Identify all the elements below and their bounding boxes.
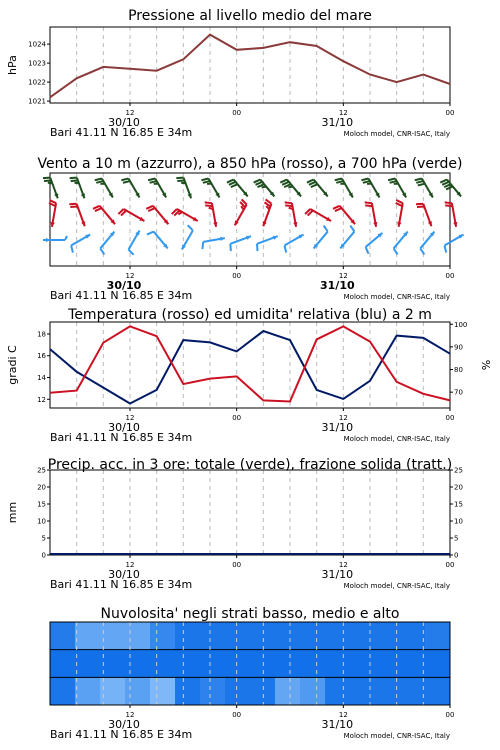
wind-feather (420, 248, 424, 254)
wind-head (81, 221, 85, 226)
x-tick-label: 12 (338, 561, 348, 569)
x-tick-label: 12 (125, 109, 135, 117)
wind-barb (285, 202, 298, 226)
wind-barb (420, 232, 434, 255)
wind-feather (205, 205, 212, 206)
chart-title: Vento a 10 m (azzurro), a 850 hPa (rosso), a 700 hPa (verde) (37, 156, 463, 172)
wind-feather (201, 178, 208, 180)
cloud-cell (275, 677, 301, 705)
y-tick-label-right: 100 (454, 320, 468, 329)
cloud-cell (300, 650, 326, 678)
cloud-cell (425, 677, 451, 705)
y-tick-label: 1022 (28, 78, 46, 87)
y-tick-label: 1023 (28, 59, 46, 68)
y-tick-label-right: 25 (454, 466, 463, 475)
day-label: 30/10 (106, 279, 142, 292)
cloud-cell (225, 622, 251, 650)
plot-frame (50, 322, 450, 408)
cloud-cell (275, 650, 301, 678)
wind-barb (365, 202, 378, 226)
y-tick-label: 14 (37, 374, 46, 383)
wind-head (273, 236, 278, 240)
wind-feather (444, 246, 446, 253)
location-label: Bari 41.11 N 16.85 E 34m (50, 431, 193, 444)
wind-feather (209, 208, 213, 209)
wind-barb (69, 204, 85, 227)
x-tick-label: 00 (232, 711, 242, 719)
cloud-cell (100, 622, 126, 650)
model-credit: Moloch model, CNR-ISAC, Italy (343, 732, 450, 740)
cloud-cell (250, 650, 276, 678)
cloud-cell (175, 677, 201, 705)
cloud-cell (150, 677, 176, 705)
wind-feather (289, 208, 293, 209)
y-tick-label-right: 90 (454, 343, 463, 352)
wind-feather (361, 178, 368, 180)
wind-barb (333, 206, 355, 224)
cloud-cell (75, 622, 101, 650)
cloud-cell (125, 650, 151, 678)
cloud-cell (350, 622, 376, 650)
y-tick-label: 12 (37, 395, 46, 404)
wind-barb (314, 226, 328, 249)
wind-barb (230, 236, 251, 251)
wind-barb (388, 178, 406, 197)
x-tick-label: 00 (232, 272, 242, 280)
wind-feather (262, 186, 266, 187)
day-label: 31/10 (320, 279, 355, 292)
cloud-cell (400, 622, 426, 650)
cloud-cell (50, 677, 76, 705)
location-label: Bari 41.11 N 16.85 E 34m (50, 126, 193, 139)
wind-barb (71, 235, 90, 253)
y-axis-label: gradi C (6, 345, 19, 385)
wind-feather (100, 248, 104, 254)
day-label: 30/10 (108, 718, 140, 731)
cloud-cell (200, 650, 226, 678)
cloud-cell (300, 677, 326, 705)
cloud-cell (425, 650, 451, 678)
wind-feather (365, 205, 372, 206)
y-tick-label: 16 (37, 352, 46, 361)
wind-barb (146, 206, 168, 224)
wind-barb (284, 235, 303, 253)
cloud-cell (125, 622, 151, 650)
wind-barb (340, 226, 354, 249)
wind-barb (263, 199, 272, 226)
plot-frame (50, 27, 450, 103)
x-tick-label: 12 (125, 414, 135, 422)
chart-title: Pressione al livello medio del mare (128, 8, 372, 24)
cloud-cell (175, 650, 201, 678)
wind-feather (70, 178, 77, 179)
cloud-cell (325, 622, 351, 650)
wind-barb (335, 178, 353, 197)
wind-feather (445, 205, 452, 206)
wind-feather (202, 242, 203, 249)
wind-feather (350, 226, 354, 232)
humidity-line (50, 331, 450, 403)
wind-barb (366, 233, 383, 254)
wind-feather (69, 204, 76, 205)
wind-feather (363, 181, 370, 183)
wind-barb (307, 180, 328, 197)
wind-barb (254, 180, 275, 197)
y-tick-label: 20 (37, 483, 46, 492)
x-tick-label: 12 (338, 109, 348, 117)
wind-feather (203, 181, 210, 183)
wind-feather (96, 181, 103, 183)
wind-feather (366, 247, 369, 254)
y-tick-label: 1021 (28, 97, 46, 106)
wind-barb (235, 199, 247, 225)
wind-feather (336, 181, 343, 183)
x-tick-label: 00 (232, 109, 242, 117)
day-label: 30/10 (108, 568, 140, 581)
model-credit: Moloch model, CNR-ISAC, Italy (343, 130, 450, 138)
wind-barb (227, 180, 248, 197)
wind-feather (177, 180, 184, 181)
wind-barb (305, 209, 331, 221)
cloud-cell (200, 677, 226, 705)
wind-feather (415, 178, 422, 180)
wind-feather (43, 178, 50, 179)
cloud-cell (350, 677, 376, 705)
wind-barb (416, 204, 432, 227)
x-tick-label: 00 (445, 272, 455, 280)
chart-title: Precip. acc. in 3 ore: totale (verde), frazione solida (tratt.) (47, 457, 453, 473)
wind-barb (70, 178, 85, 199)
y-tick-label-right: 5 (454, 534, 459, 543)
wind-feather (416, 204, 423, 205)
wind-feather (324, 226, 328, 232)
cloud-cell (225, 677, 251, 705)
cloud-cell (75, 650, 101, 678)
temperature-line (50, 326, 450, 401)
cloud-cell (75, 677, 101, 705)
wind-feather (388, 178, 395, 180)
cloud-cell (325, 677, 351, 705)
wind-feather (181, 183, 185, 184)
location-label: Bari 41.11 N 16.85 E 34m (50, 728, 193, 741)
wind-barb (43, 178, 58, 199)
wind-feather (417, 207, 424, 208)
wind-head (54, 193, 58, 198)
x-tick-label: 12 (338, 272, 348, 280)
pressure-line (50, 35, 450, 98)
wind-barb (93, 206, 115, 224)
y-tick-label-right: 10 (454, 517, 463, 526)
y-tick-label: 25 (37, 466, 46, 475)
cloud-cell (150, 622, 176, 650)
cloud-cell (300, 622, 326, 650)
wind-barb (361, 178, 379, 197)
wind-barb (43, 236, 67, 242)
wind-barb (444, 235, 463, 253)
wind-feather (365, 202, 372, 203)
wind-barb (148, 178, 166, 197)
wind-head (43, 238, 48, 242)
day-label: 30/10 (108, 421, 140, 434)
wind-feather (394, 248, 398, 254)
y-tick-label-right: 0 (454, 551, 459, 560)
cloud-cell (325, 650, 351, 678)
wind-feather (48, 183, 52, 184)
wind-feather (95, 178, 102, 180)
wind-barb (172, 209, 198, 221)
x-tick-label: 12 (125, 272, 135, 280)
wind-barb (118, 209, 144, 221)
wind-feather (121, 178, 128, 180)
cloud-cell (400, 677, 426, 705)
cloud-cell (50, 650, 76, 678)
wind-barb (445, 202, 458, 226)
chart-title: Temperatura (rosso) ed umidita' relativa (blu) a 2 m (68, 307, 432, 323)
wind-barb (394, 232, 408, 255)
wind-feather (416, 181, 423, 183)
x-tick-label: 12 (338, 711, 348, 719)
wind-feather (75, 183, 79, 184)
wind-barb (440, 180, 461, 197)
y-tick-label: 15 (37, 500, 46, 509)
y-axis-label-right: % (480, 359, 493, 371)
y-axis-label: mm (6, 501, 19, 524)
wind-feather (418, 184, 425, 186)
x-tick-label: 12 (125, 561, 135, 569)
plot-frame (50, 470, 450, 555)
cloud-cell (400, 650, 426, 678)
wind-feather (71, 246, 73, 253)
wind-barb (415, 178, 433, 197)
wind-feather (70, 207, 77, 208)
wind-feather (285, 202, 292, 203)
wind-feather (176, 178, 183, 179)
wind-feather (390, 181, 397, 183)
cloud-cell (350, 650, 376, 678)
wind-feather (257, 244, 258, 251)
day-label: 31/10 (321, 568, 354, 581)
location-label: Bari 41.11 N 16.85 E 34m (50, 289, 193, 302)
cloud-cell (175, 622, 201, 650)
day-label: 31/10 (321, 718, 354, 731)
cloud-cell (225, 650, 251, 678)
y-tick-label-right: 20 (454, 483, 463, 492)
day-label: 30/10 (108, 116, 140, 129)
cloud-cell (250, 622, 276, 650)
y-tick-label-right: 15 (454, 500, 463, 509)
wind-head (428, 221, 432, 226)
x-tick-label: 12 (338, 414, 348, 422)
wind-feather (288, 186, 292, 187)
cloud-cell (375, 622, 401, 650)
wind-barb (95, 178, 113, 197)
y-tick-label: 5 (41, 534, 46, 543)
wind-feather (445, 202, 452, 203)
cloud-cell (275, 622, 301, 650)
cloud-cell (200, 622, 226, 650)
y-tick-label: 0 (41, 551, 46, 560)
wind-barb (257, 236, 278, 251)
y-tick-label: 1024 (28, 40, 46, 49)
wind-barb (201, 178, 219, 197)
cloud-cell (125, 677, 151, 705)
wind-feather (150, 181, 157, 183)
wind-feather (71, 180, 78, 181)
wind-feather (205, 202, 212, 203)
cloud-cell (150, 650, 176, 678)
wind-feather (335, 178, 342, 180)
cloud-cell (50, 622, 76, 650)
wind-feather (44, 180, 51, 181)
x-tick-label: 00 (445, 109, 455, 117)
wind-barb (176, 178, 191, 199)
wind-feather (188, 225, 193, 230)
wind-feather (284, 246, 286, 253)
wind-head (246, 236, 251, 240)
location-label: Bari 41.11 N 16.85 E 34m (50, 578, 193, 591)
wind-barb (147, 232, 168, 249)
wind-barb (121, 178, 139, 197)
wind-feather (123, 181, 130, 183)
wind-head (81, 193, 85, 198)
chart-title: Nuvolosita' negli strati basso, medio e alto (100, 606, 400, 622)
y-tick-label: 18 (37, 330, 46, 339)
model-credit: Moloch model, CNR-ISAC, Italy (343, 582, 450, 590)
day-label: 31/10 (321, 116, 354, 129)
x-tick-label: 12 (125, 711, 135, 719)
wind-barb (100, 232, 114, 255)
wind-feather (129, 250, 134, 255)
wind-head (263, 221, 267, 226)
wind-feather (147, 232, 154, 235)
cloud-cell (425, 622, 451, 650)
day-label: 31/10 (321, 421, 354, 434)
cloud-cell (250, 677, 276, 705)
wind-head (188, 193, 192, 198)
wind-barb (129, 230, 140, 254)
wind-feather (230, 244, 231, 251)
x-tick-label: 00 (445, 414, 455, 422)
y-axis-label: hPa (6, 55, 19, 75)
model-credit: Moloch model, CNR-ISAC, Italy (343, 293, 450, 301)
y-tick-label-right: 70 (454, 388, 463, 397)
x-tick-label: 00 (232, 561, 242, 569)
x-tick-label: 00 (445, 711, 455, 719)
wind-feather (148, 178, 155, 180)
wind-barb (202, 237, 224, 249)
x-tick-label: 00 (445, 561, 455, 569)
wind-barb (205, 202, 218, 226)
wind-feather (65, 236, 67, 240)
y-tick-label: 10 (37, 517, 46, 526)
wind-feather (285, 205, 292, 206)
wind-barb (280, 180, 301, 197)
model-credit: Moloch model, CNR-ISAC, Italy (343, 435, 450, 443)
x-tick-label: 00 (232, 414, 242, 422)
y-tick-label-right: 80 (454, 366, 463, 375)
